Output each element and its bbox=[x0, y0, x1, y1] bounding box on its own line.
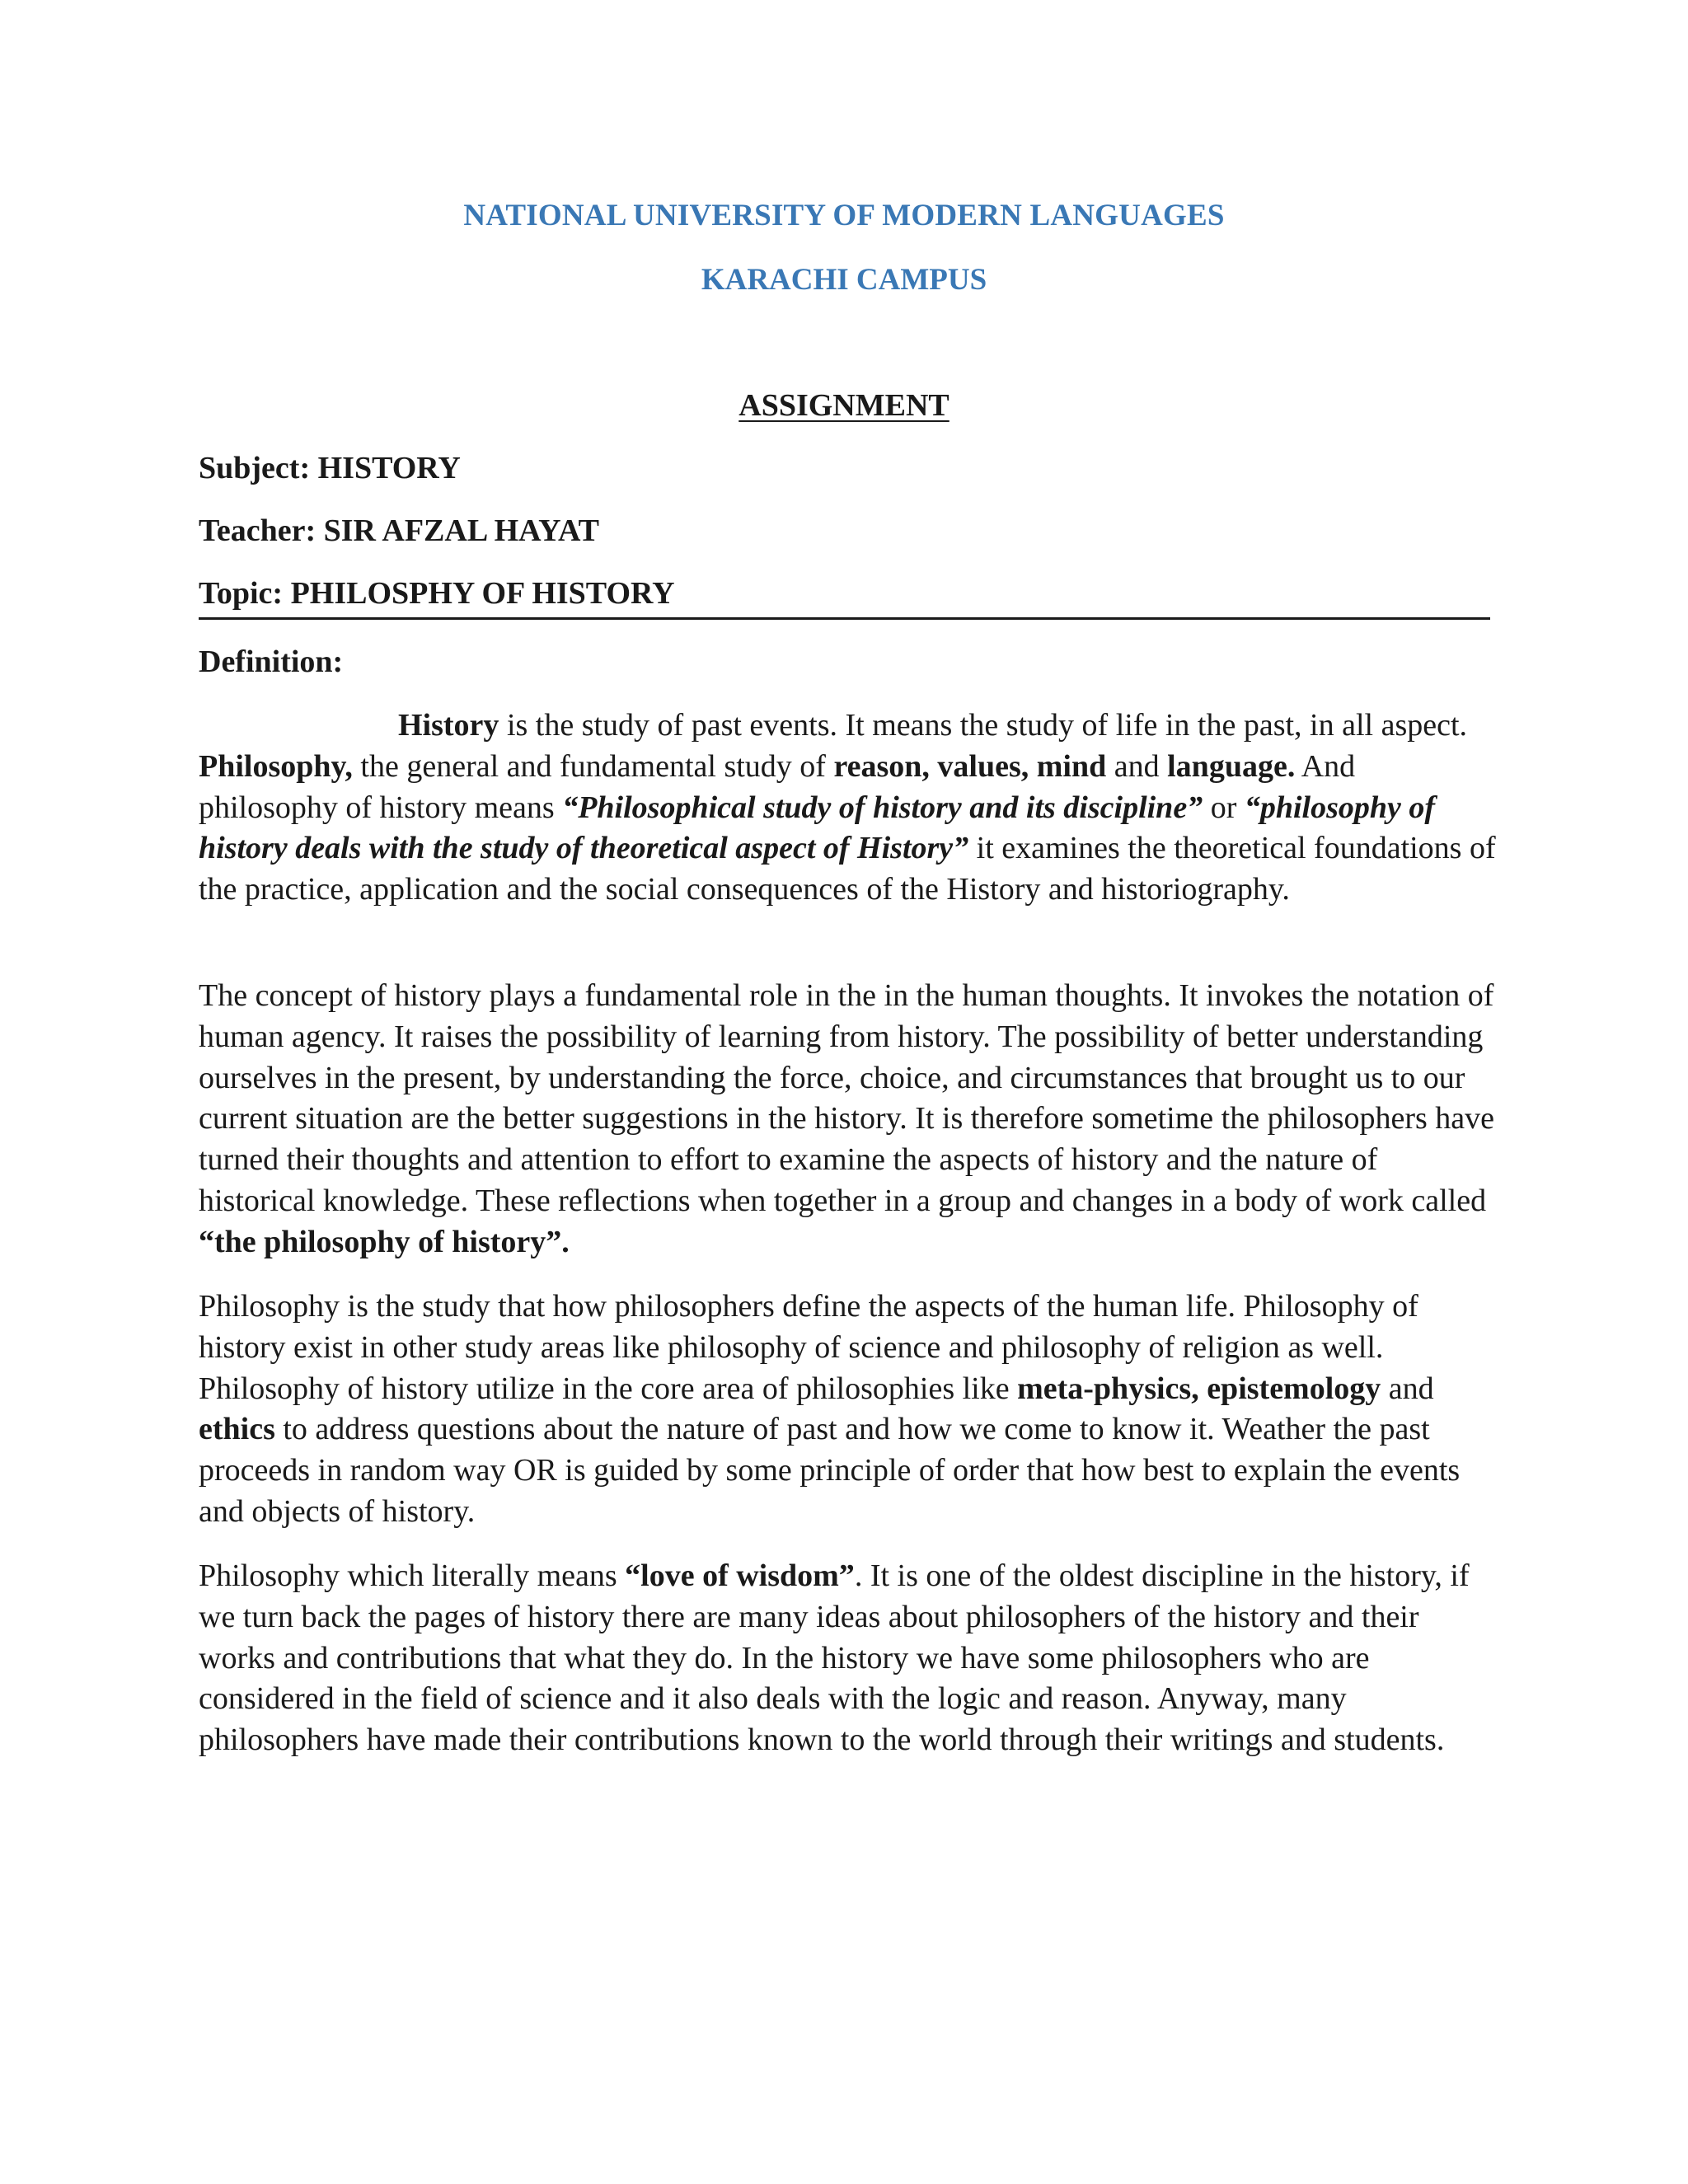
paragraph-text: and bbox=[1381, 1371, 1434, 1406]
bold-term: Philosophy, bbox=[199, 748, 353, 784]
paragraph-text: The concept of history plays a fundamental role in the in the human thoughts. It invokes the notation of human agency. It raises the possibility of learning from history. The possibility of better understanding ourselves in the present, by understanding the force, choice, and circumstances that brought us to our current situation are the better suggestions in the history. It is therefore sometime the philosophers have turned their thoughts and attention to effort to examine the aspects of history and the nature of historical knowledge. These reflections when together in a group and changes in a body of work called bbox=[199, 978, 1495, 1218]
bold-term: ethics bbox=[199, 1412, 275, 1447]
paragraph-text: Philosophy is the study that how philosophers define the aspects of the human life. Philosophy of history exist in other study areas like philosophy of science and philosophy of religion as well. Philosophy of history utilize in the core area of philosophies like bbox=[199, 1289, 1418, 1406]
quoted-definition: “philosophy of history deals with the study of theoretical aspect of History” bbox=[199, 790, 1436, 866]
subject-line: Subject: HISTORY bbox=[199, 451, 461, 485]
paragraph-text: and bbox=[1106, 748, 1168, 784]
teacher-line: Teacher: SIR AFZAL HAYAT bbox=[199, 513, 600, 548]
paragraph-text: it examines the theoretical foundations of the practice, application and the social consequences of the History and historiography. bbox=[199, 831, 1496, 907]
bold-term: History bbox=[398, 708, 499, 743]
university-name: NATIONAL UNIVERSITY OF MODERN LANGUAGES bbox=[463, 199, 1225, 232]
paragraph-text: the general and fundamental study of bbox=[352, 748, 834, 784]
paragraph-text: is the study of past events. It means the study of life in the past, in all aspect. bbox=[499, 708, 1468, 743]
paragraph-love-of-wisdom bbox=[199, 1556, 1501, 1761]
bold-term: meta-physics, epistemology bbox=[1017, 1371, 1381, 1406]
paragraph-text: Philosophy which literally means bbox=[199, 1558, 626, 1593]
campus-name: KARACHI CAMPUS bbox=[701, 263, 987, 297]
quoted-definition: “Philosophical study of history and its discipline” bbox=[562, 790, 1203, 825]
horizontal-rule bbox=[199, 617, 1490, 620]
paragraph-definition bbox=[199, 705, 1501, 911]
paragraph-text: to address questions about the nature of past and how we come to know it. Weather the past proceeds in random way OR is guided by some principle of order that how best to explain the events and objects of history. bbox=[199, 1412, 1461, 1529]
bold-term: language. bbox=[1167, 748, 1296, 784]
paragraph-text: . It is one of the oldest discipline in the history, if we turn back the pages of history there are many ideas about philosophers of the history and their works and contributions that what they do. In the history we have some philosophers who are considered in the field of science and it also deals with the logic and reason. Anyway, many philosophers have made their contributions known to the world through their writings and students. bbox=[199, 1558, 1470, 1758]
paragraph-text: or bbox=[1203, 790, 1245, 825]
bold-term: “the philosophy of history”. bbox=[199, 1224, 570, 1259]
bold-term: “love of wisdom” bbox=[625, 1558, 855, 1593]
topic-line: Topic: PHILOSPHY OF HISTORY bbox=[199, 576, 675, 611]
bold-term: reason, values, mind bbox=[833, 748, 1107, 784]
definition-heading: Definition: bbox=[199, 644, 344, 679]
paragraph-text: And philosophy of history means bbox=[199, 748, 1356, 825]
paragraph-philosophy-study bbox=[199, 1286, 1501, 1533]
assignment-title: ASSIGNMENT bbox=[738, 388, 950, 423]
paragraph-concept bbox=[199, 976, 1501, 1263]
